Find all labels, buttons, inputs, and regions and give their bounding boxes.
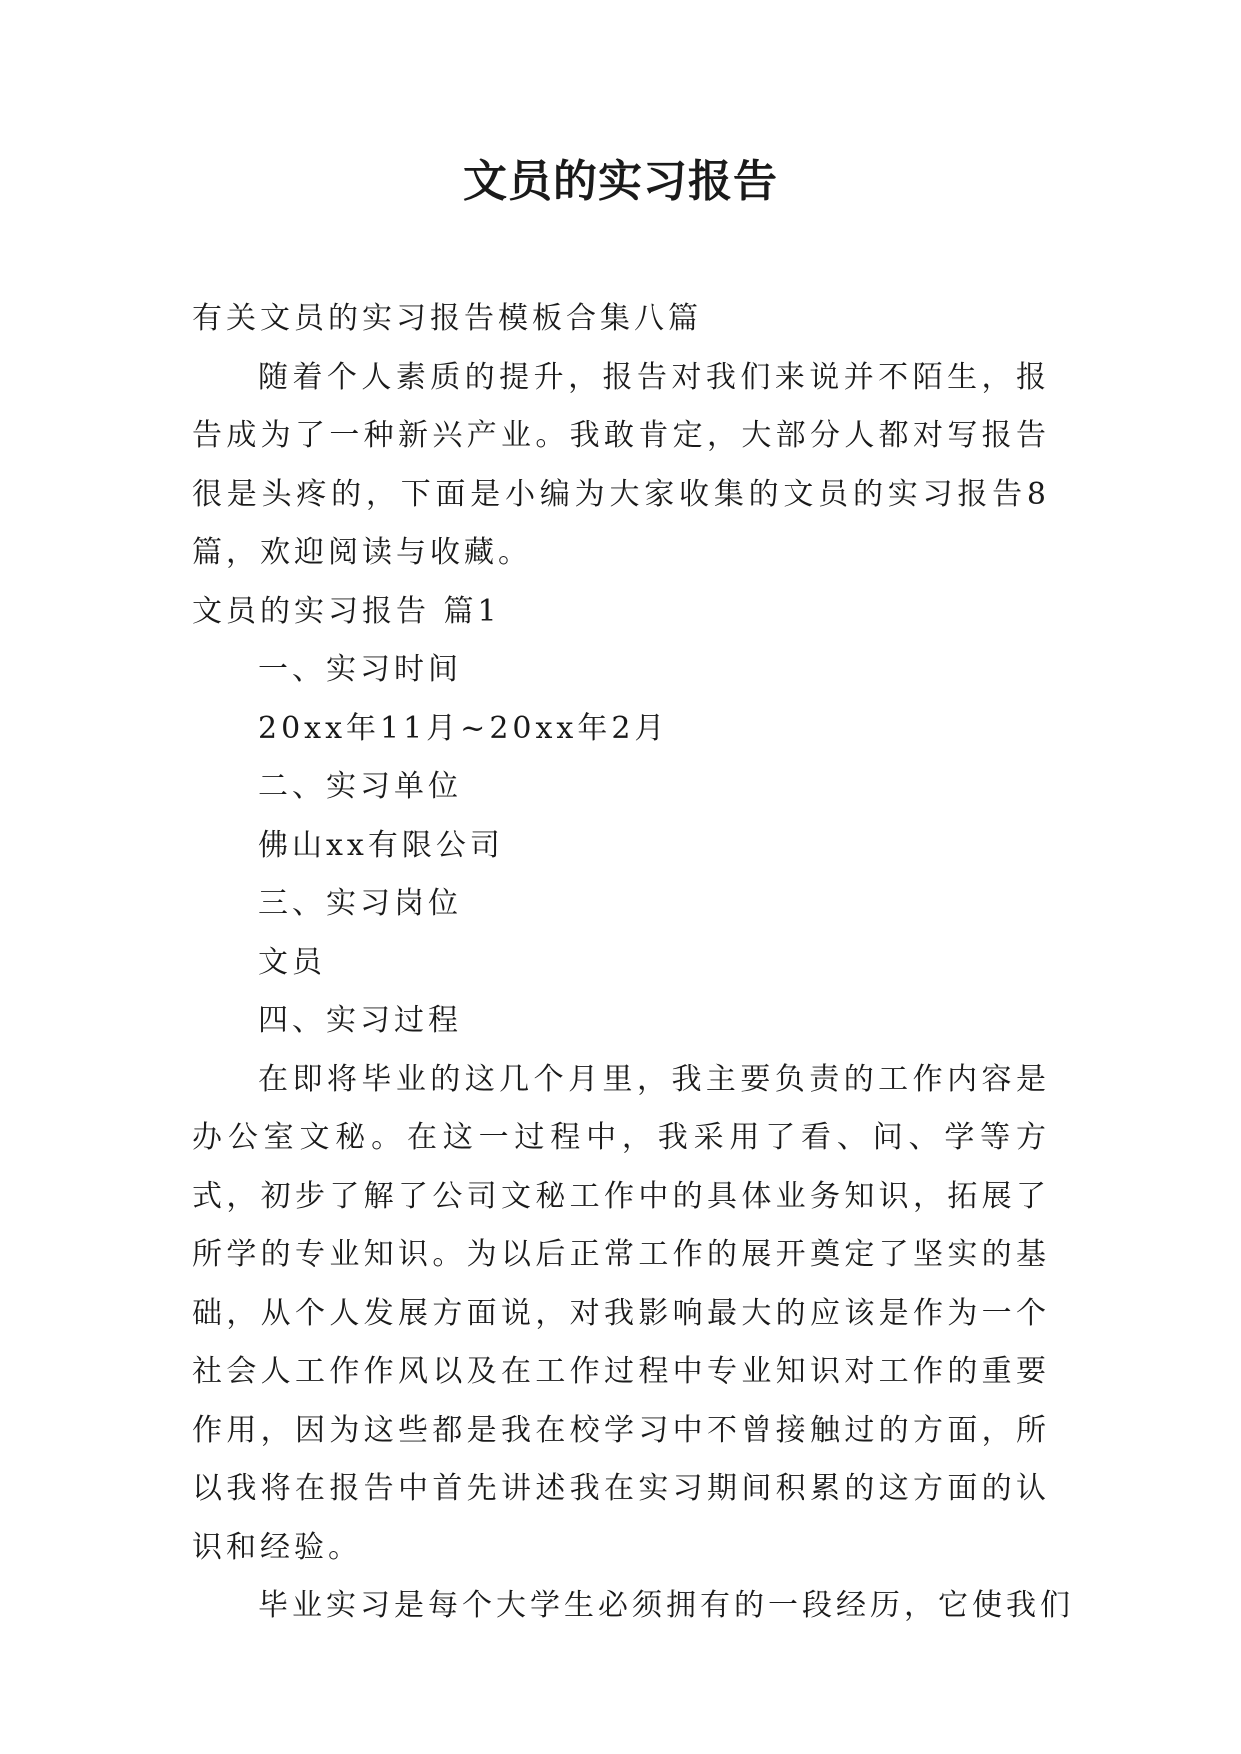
section-heading: 文员的实习报告 篇1	[192, 593, 501, 629]
position-heading: 三、实习岗位	[258, 886, 462, 921]
position-value: 文员	[258, 944, 326, 980]
document-subtitle: 有关文员的实习报告模板合集八篇	[192, 301, 702, 336]
unit-value: 佛山xx有限公司	[258, 827, 504, 863]
document-title: 文员的实习报告	[463, 156, 778, 207]
document-body	[192, 290, 1074, 1636]
process-heading: 四、实习过程	[258, 1003, 462, 1038]
time-heading: 一、实习时间	[258, 652, 462, 687]
intro-paragraph: 随着个人素质的提升，报告对我们来说并不陌生，报告成为了一种新兴产业。我敢肯定，大部分人都对写报告很是头疼的，下面是小编为大家收集的文员的实习报告8篇，欢迎阅读与收藏。	[192, 359, 1050, 570]
closing-paragraph: 毕业实习是每个大学生必须拥有的一段经历，它使我们	[258, 1588, 1074, 1623]
process-paragraph: 在即将毕业的这几个月里，我主要负责的工作内容是办公室文秘。在这一过程中，我采用了看、问、学等方式，初步了解了公司文秘工作中的具体业务知识，拓展了所学的专业知识。为以后正常工作的展开奠定了坚实的基础，从个人发展方面说，对我影响最大的应该是作为一个社会人工作作风以及在工作过程中专业知识对工作的重要作用，因为这些都是我在校学习中不曾接触过的方面，所以我将在报告中首先讲述我在实习期间积累的这方面的认识和经验。	[192, 1061, 1050, 1565]
unit-heading: 二、实习单位	[258, 769, 462, 804]
time-value: 20xx年11月~20xx年2月	[258, 710, 669, 746]
